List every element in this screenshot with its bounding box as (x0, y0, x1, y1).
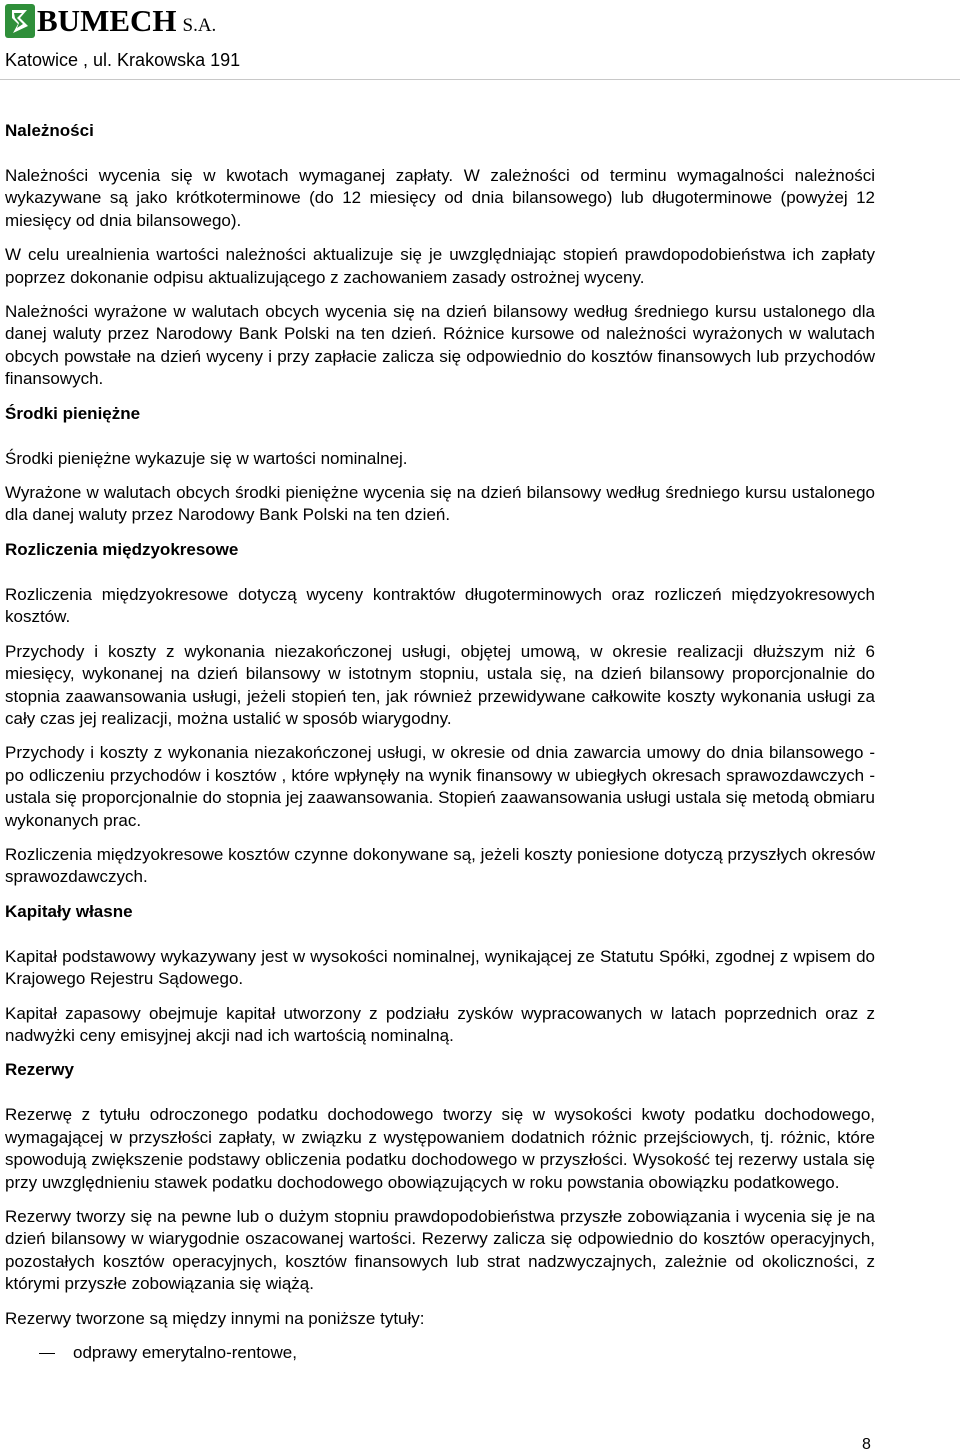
section-title: Kapitały własne (5, 901, 133, 921)
paragraph: Wyrażone w walutach obcych środki pieniężne wycenia się na dzień bilansowy według średniego kursu ustalonego dla danej waluty przez Narodowy Bank Polski na ten dzień. (5, 483, 875, 525)
company-address: Katowice , ul. Krakowska 191 (5, 50, 241, 70)
company-logo (5, 3, 216, 39)
section-srodki-pieniezne (5, 403, 875, 527)
company-name: BUMECH (37, 3, 177, 38)
section-title: Rezerwy (5, 1060, 74, 1080)
header-divider (0, 79, 960, 80)
paragraph: Przychody i koszty z wykonania niezakończonej usługi, objętej umową, w okresie realizacji dłuższym niż 6 miesięcy, wykonanej na dzień bilansowy w istotnym stopniu, ustala się, na dzień bilansowy proporcjonalnie do stopnia zaawansowania usługi, jeżeli stopień ten, jak również przewidywane całkowite koszty wykonania usługi za cały czas jej realizacji, można ustalić w sposób wiarygodny. (5, 641, 875, 728)
section-title: Środki pieniężne (5, 403, 141, 423)
paragraph: Rozliczenia międzyokresowe kosztów czynne dokonywane są, jeżeli koszty poniesione dotyczą przyszłych okresów sprawozdawczych. (5, 844, 875, 887)
paragraph: Przychody i koszty z wykonania niezakończonej usługi, w okresie od dnia zawarcia umowy do dnia bilansowego - po odliczeniu przychodów i kosztów , które wpłynęły na wynik finansowy w ubiegłych okresach sprawozdawczych - ustala się proporcjonalnie do stopnia jej zaawansowania. Stopień zaawansowania usługi ustala się metodą obmiaru wykonanych prac. (5, 743, 875, 830)
bumech-logo-icon (5, 4, 35, 38)
section-title: Należności (5, 121, 94, 140)
list-item-text: odprawy emerytalno-rentowe, (73, 1343, 297, 1363)
page-number: 8 (862, 1436, 871, 1453)
section-title: Rozliczenia międzyokresowe (5, 539, 239, 559)
paragraph: Należności wyrażone w walutach obcych wycenia się na dzień bilansowy według średniego kursu ustalonego dla danej waluty przez Narodowy Bank Polski na ten dzień. Różnice kursowe od należności wyrażonych w walutach obcych powstałe na dzień wyceny i przy zapłacie zalicza się odpowiednio do kosztów finansowych lub przychodów finansowych. (5, 302, 875, 389)
paragraph: Środki pieniężne wykazuje się w wartości nominalnej. (5, 448, 408, 468)
paragraph: Rozliczenia międzyokresowe dotyczą wyceny kontraktów długoterminowych oraz rozliczeń międzyokresowych kosztów. (5, 584, 875, 627)
section-rozliczenia-miedzyokresowe (5, 539, 875, 889)
reserve-types-list (5, 1342, 875, 1364)
section-naleznosci (5, 120, 875, 391)
paragraph: Rezerwę z tytułu odroczonego podatku dochodowego tworzy się w wysokości kwoty podatku dochodowego, wymagającej w przyszłości zapłaty, w związku z występowaniem dodatnich różnic przejściowych, tj. różnic, które spowodują zwiększenie podstawy obliczenia podatku dochodowego w przyszłości. Wysokość tej rezerwy ustala się przy uwzględnieniu stawek podatku dochodowego obowiązujących w roku powstania obowiązku podatkowego. (5, 1105, 875, 1192)
dash-bullet-icon (39, 1353, 55, 1354)
paragraph: Kapitał podstawowy wykazywany jest w wysokości nominalnej, wynikającej ze Statutu Spółki, zgodnej z wpisem do Krajowego Rejestru Sądowego. (5, 946, 875, 989)
company-suffix: S.A. (182, 15, 217, 36)
paragraph: Kapitał zapasowy obejmuje kapitał utworzony z podziału zysków wypracowanych w latach poprzednich oraz z nadwyżki ceny emisyjnej akcji nad ich wartością nominalną. (5, 1003, 875, 1045)
paragraph: Rezerwy tworzy się na pewne lub o dużym stopniu prawdopodobieństwa przyszłe zobowiązania i wycenia się je na dzień bilansowy w wiarygodnie oszacowanej wartości. Rezerwy zalicza się odpowiednio do kosztów operacyjnych, pozostałych kosztów operacyjnych, kosztów finansowych lub strat nadzwyczajnych, zależnie od okoliczności, z którymi przyszłe zobowiązania się wiążą. (5, 1207, 875, 1294)
paragraph: W celu urealnienia wartości należności aktualizuje się je uwzględniając stopień prawdopodobieństwa ich zapłaty poprzez dokonanie odpisu aktualizującego z zachowaniem zasady ostrożnej wyceny. (5, 245, 875, 287)
section-kapitaly-wlasne (5, 901, 875, 1048)
page-header (0, 0, 960, 80)
section-rezerwy (5, 1059, 875, 1364)
list-item (5, 1342, 875, 1364)
document-body (5, 110, 875, 1364)
paragraph: Należności wycenia się w kwotach wymaganej zapłaty. W zależności od terminu wymagalności należności wykazywane są jako krótkoterminowe (do 12 miesięcy od dnia bilansowego) lub długoterminowe (powyżej 12 miesięcy od dnia bilansowego). (5, 166, 875, 230)
paragraph: Rezerwy tworzone są między innymi na poniższe tytuły: (5, 1308, 425, 1328)
